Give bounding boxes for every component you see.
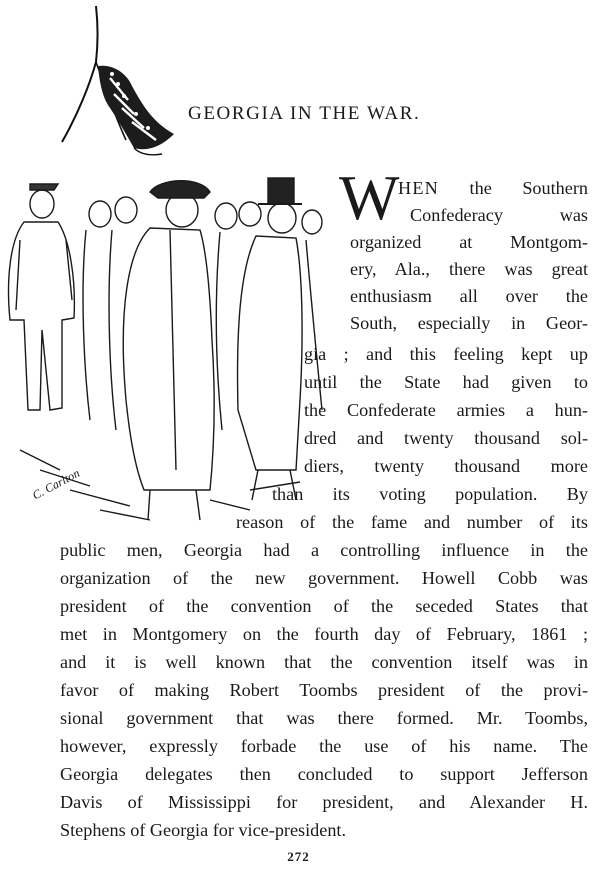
line-1-text: the Southern [469, 178, 588, 198]
chapter-title: GEORGIA IN THE WAR. [188, 103, 421, 124]
body-line-14: public men, Georgia had a controlling influence in the [60, 540, 588, 560]
body-line-1 [398, 175, 588, 202]
page-number: 272 [287, 849, 310, 864]
body-line-15: organization of the new government. Howell Cobb was [60, 568, 588, 588]
drop-cap: W [339, 162, 400, 233]
body-line-24: Stephens of Georgia for vice-president. [60, 820, 347, 840]
crowd-illustration [0, 170, 335, 530]
body-line-23: Davis of Mississippi for president, and Alexander H. [60, 792, 588, 812]
body-line-8: until the State had given to [304, 372, 588, 392]
body-line-9: the Confederate armies a hun- [304, 400, 588, 420]
body-line-2: Confederacy was [410, 205, 588, 225]
flag-illustration [52, 4, 180, 160]
body-line-5: enthusiasm all over the [350, 286, 588, 306]
signature-text: C. Carlton [30, 465, 82, 503]
body-line-18: and it is well known that the convention itself was in [60, 652, 588, 672]
body-line-16: president of the convention of the seceded States that [60, 596, 588, 616]
body-line-3: organized at Montgom- [350, 232, 588, 252]
body-line-20: sional government that was there formed. Mr. Toombs, [60, 708, 588, 728]
body-line-13: reason of the fame and number of its [236, 512, 588, 532]
body-line-21: however, expressly forbade the use of his name. The [60, 736, 588, 756]
body-line-7: gia ; and this feeling kept up [304, 344, 588, 364]
body-line-22: Georgia delegates then concluded to support Jefferson [60, 764, 588, 784]
body-line-17: met in Montgomery on the fourth day of February, 1861 ; [60, 624, 588, 644]
body-line-12: than its voting population. By [272, 484, 588, 504]
body-line-4: ery, Ala., there was great [350, 259, 588, 279]
lead-word: HEN [398, 178, 439, 198]
body-line-6: South, especially in Geor- [350, 313, 588, 333]
body-line-10: dred and twenty thousand sol- [304, 428, 588, 448]
body-line-11: diers, twenty thousand more [304, 456, 588, 476]
body-line-19: favor of making Robert Toombs president of the provi- [60, 680, 588, 700]
